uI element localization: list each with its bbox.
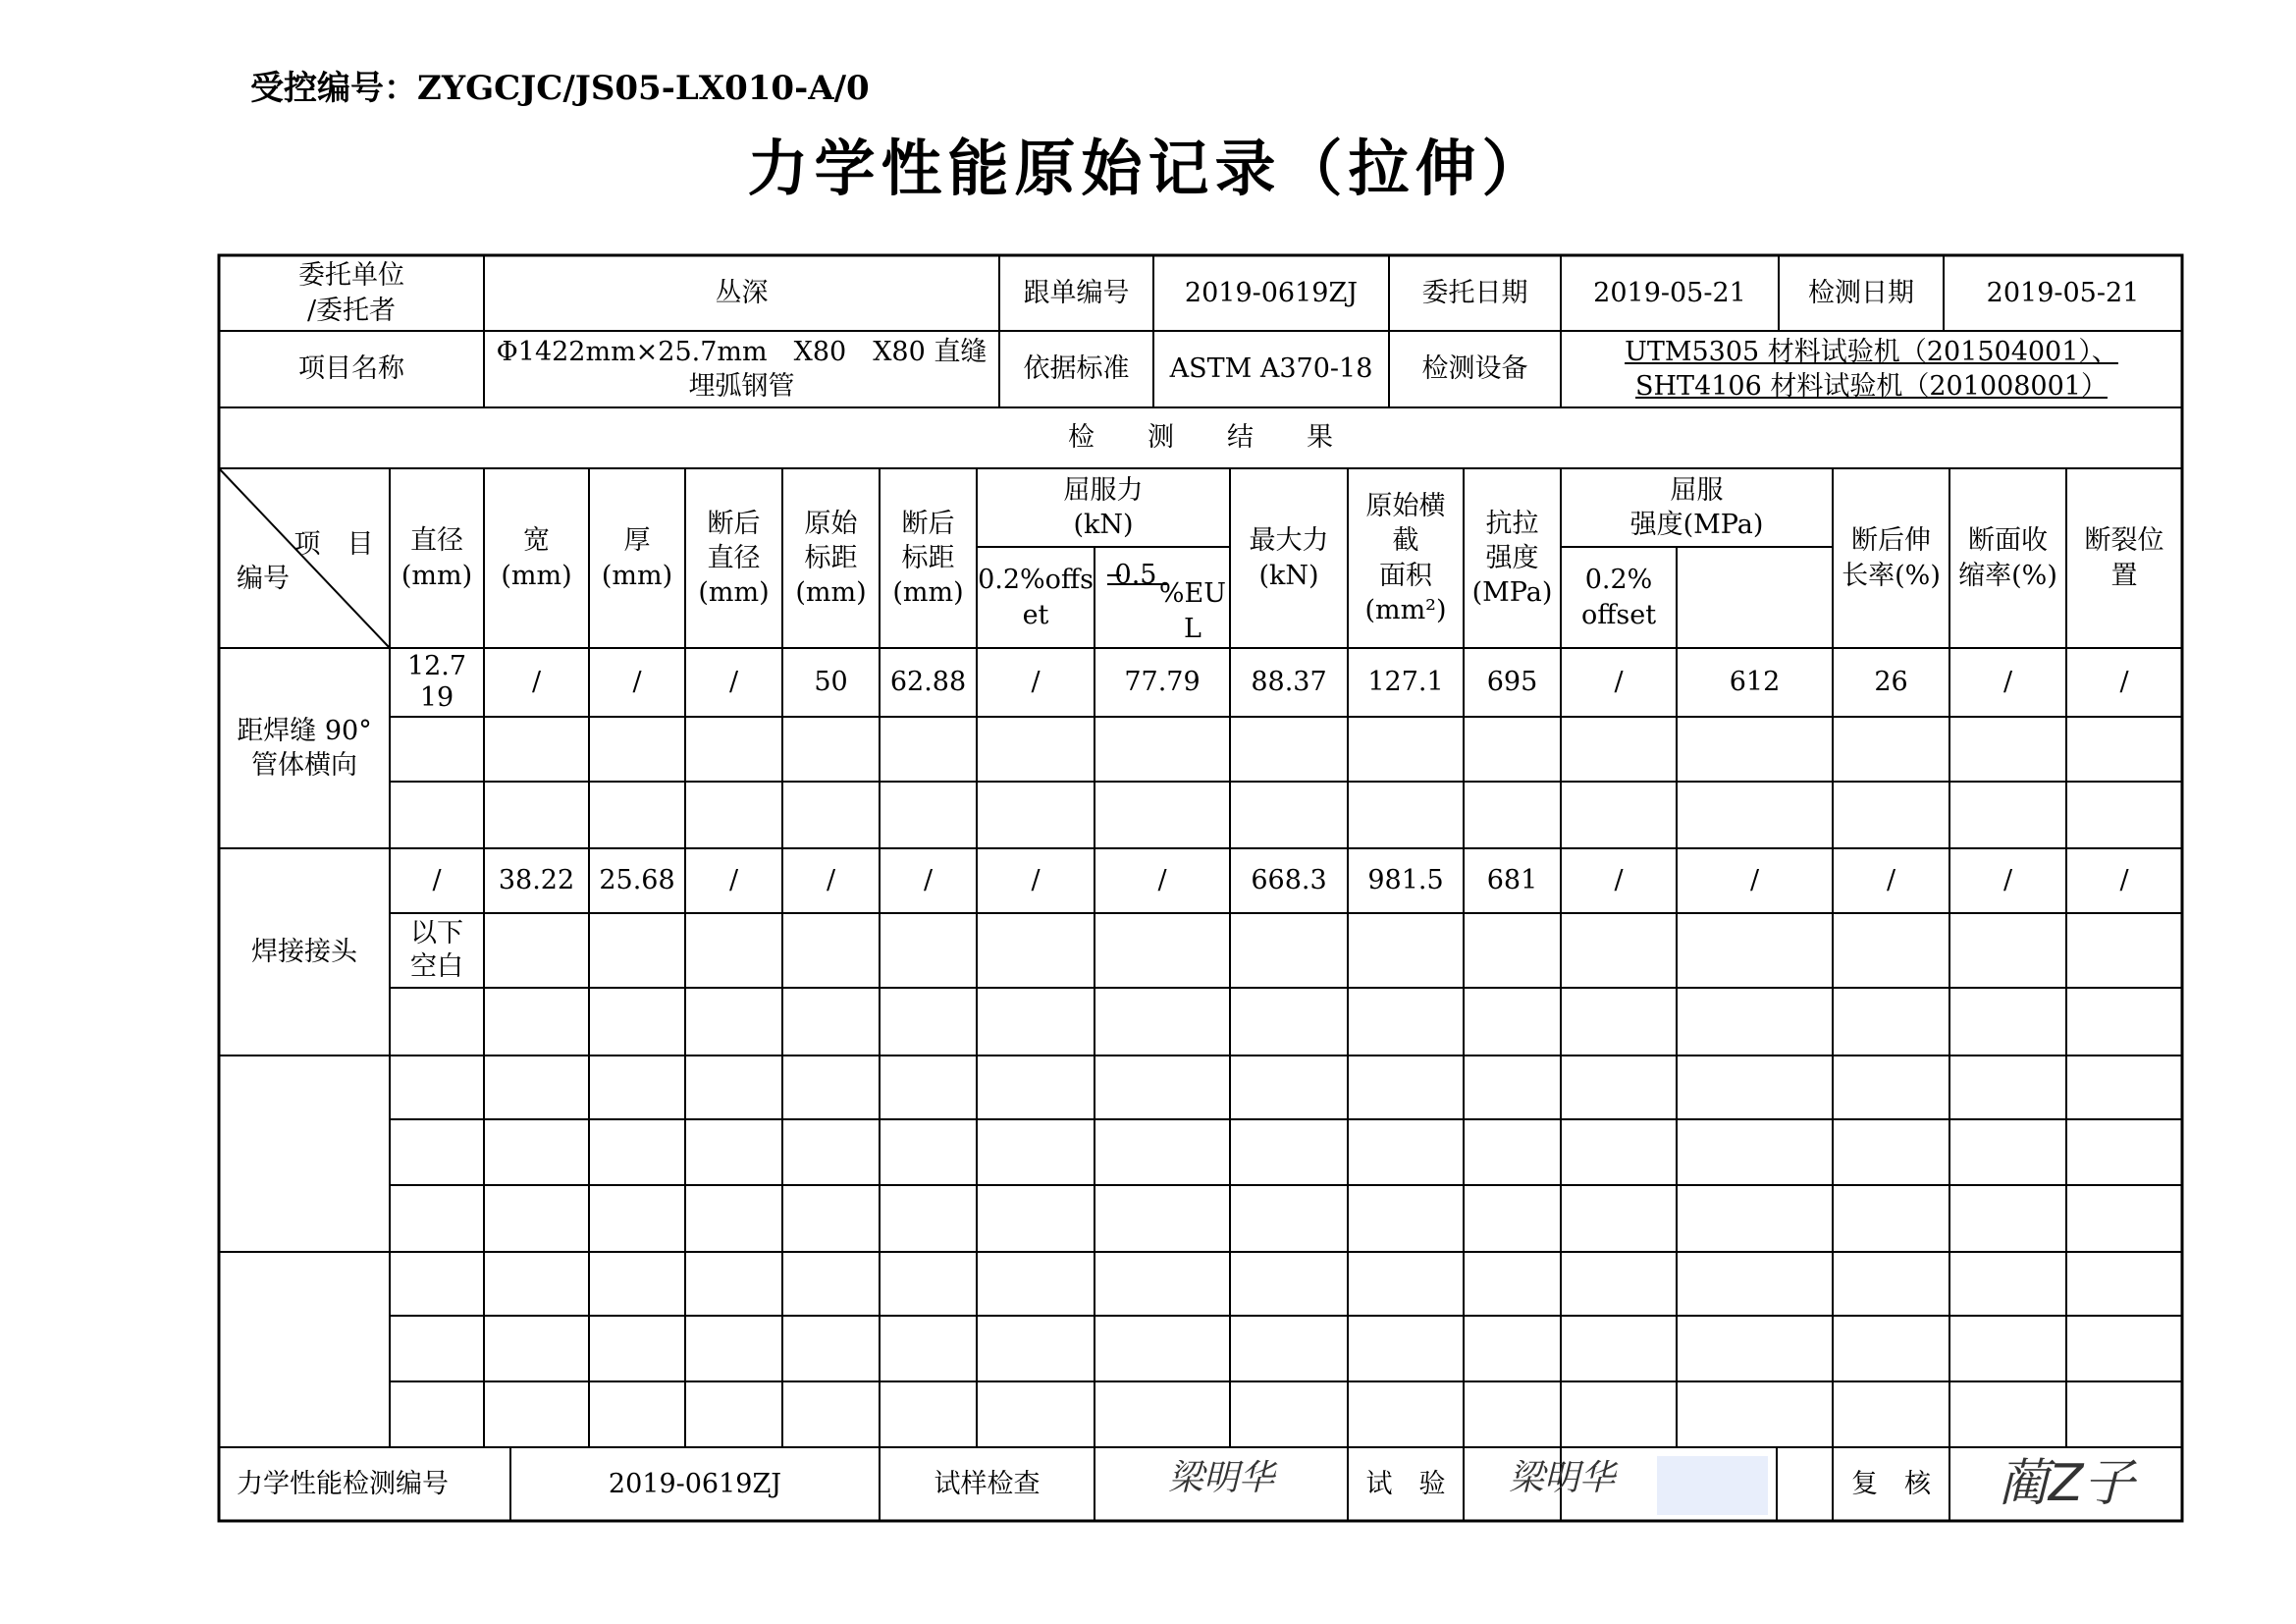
test-date-value: 2019-05-21: [1986, 277, 2140, 308]
client-value: 丛深: [715, 277, 769, 308]
cell-tensile: 695: [1486, 667, 1538, 698]
header-orig-area: 原始横 截 面积 (mm²): [1364, 491, 1447, 625]
project-label: 项目名称: [298, 353, 404, 385]
equipment-value: UTM5305 材料试验机（201504001）、SHT4106 材料试验机（201008001）: [1625, 336, 2118, 402]
commission-date-label: 委托日期: [1421, 277, 1528, 308]
header-eul-value: 0.5: [1114, 560, 1157, 591]
group-label-weld-joint: 焊接接头: [251, 936, 357, 967]
cell-max-force: 668.3: [1251, 865, 1327, 896]
footer-test-no-label: 力学性能检测编号: [237, 1468, 449, 1499]
header-max-force: 最大力 (kN): [1249, 525, 1329, 591]
header-orig-gauge: 原始 标距 (mm): [795, 508, 867, 609]
footer-review-label: 复 核: [1851, 1468, 1931, 1499]
cell-yield-strength-02: /: [1614, 667, 1624, 698]
header-tensile: 抗拉 强度 (MPa): [1471, 508, 1553, 609]
cell-fracture: /: [2119, 667, 2129, 698]
redaction-mask: [1657, 1456, 1768, 1515]
cell-orig-gauge: 50: [814, 667, 848, 698]
header-fracture: 断裂位 置: [2084, 525, 2164, 591]
header-eul-suffix: %EU L: [1158, 578, 1226, 644]
cell-thickness: 25.68: [599, 865, 675, 896]
group-label-pipe-body: 距焊缝 90° 管体横向: [237, 715, 372, 781]
results-title: 检 测 结 果: [1068, 422, 1333, 454]
cell-broken-gauge: 62.88: [889, 667, 967, 698]
footer-test-label: 试 验: [1365, 1468, 1446, 1499]
order-no-label: 跟单编号: [1023, 277, 1130, 308]
test-date-label: 检测日期: [1808, 277, 1914, 308]
control-number: 受控编号：ZYGCJC/JS05-LX010-A/0: [250, 69, 870, 108]
header-code: 编号: [237, 564, 290, 595]
header-width: 宽 (mm): [501, 525, 572, 591]
review-signature: 蔺Z子: [1997, 1453, 2135, 1513]
cell-tensile: 681: [1486, 865, 1538, 896]
cell-yield-force-eul: /: [1157, 865, 1167, 896]
cell-orig-area: 981.5: [1367, 865, 1444, 896]
header-thickness: 厚 (mm): [601, 525, 673, 591]
header-offset-02: 0.2%offs et: [978, 565, 1094, 630]
header-elongation: 断后伸 长率(%): [1842, 525, 1941, 591]
test-signature: 梁明华: [1508, 1458, 1615, 1499]
commission-date-value: 2019-05-21: [1593, 277, 1746, 308]
header-broken-diameter: 断后 直径 (mm): [698, 508, 770, 609]
header-offset-02b: 0.2% offset: [1580, 565, 1657, 630]
cell-diameter: /: [432, 865, 442, 896]
standard-label: 依据标准: [1023, 353, 1130, 385]
cell-fracture: /: [2119, 865, 2129, 896]
project-value: Φ1422mm×25.7mm X80 X80 直缝埋弧钢管: [496, 336, 988, 402]
sample-check-signature: 梁明华: [1167, 1458, 1274, 1499]
header-yield-strength: 屈服 强度(MPa): [1629, 474, 1764, 540]
header-yield-force: 屈服力 (kN): [1063, 474, 1144, 540]
blank-below-note: 以下 空白: [410, 918, 463, 982]
cell-yield-strength: 612: [1729, 667, 1781, 698]
cell-elongation: 26: [1874, 667, 1908, 698]
cell-reduction: /: [2002, 667, 2013, 698]
document-title: 力学性能原始记录（拉伸）: [747, 133, 1549, 204]
client-label: 委托单位 /委托者: [298, 260, 404, 326]
cell-yield-force-eul: 77.79: [1124, 667, 1201, 698]
cell-width: /: [531, 667, 542, 698]
cell-diameter: 12.7 19: [406, 650, 467, 713]
cell-broken-diameter: /: [728, 865, 739, 896]
cell-max-force: 88.37: [1251, 667, 1327, 698]
cell-elongation: /: [1886, 865, 1896, 896]
footer-sample-check-label: 试样检查: [934, 1468, 1041, 1499]
cell-broken-gauge: /: [923, 865, 934, 896]
header-reduction: 断面收 缩率(%): [1958, 525, 2057, 591]
cell-reduction: /: [2002, 865, 2013, 896]
cell-width: 38.22: [498, 865, 575, 896]
cell-yield-force-02: /: [1031, 865, 1041, 896]
cell-orig-area: 127.1: [1367, 667, 1444, 698]
cell-yield-force-02: /: [1031, 667, 1041, 698]
order-no-value: 2019-0619ZJ: [1184, 277, 1359, 308]
equipment-label: 检测设备: [1421, 353, 1528, 385]
cell-thickness: /: [632, 667, 642, 698]
cell-orig-gauge: /: [826, 865, 836, 896]
cell-yield-strength-02: /: [1614, 865, 1624, 896]
cell-yield-strength: /: [1749, 865, 1760, 896]
header-broken-gauge: 断后 标距 (mm): [892, 508, 964, 609]
header-diameter: 直径 (mm): [400, 525, 473, 591]
cell-broken-diameter: /: [728, 667, 739, 698]
footer-test-no-value: 2019-0619ZJ: [608, 1468, 782, 1499]
header-item: 项 目: [294, 529, 374, 561]
standard-value: ASTM A370-18: [1169, 353, 1373, 385]
